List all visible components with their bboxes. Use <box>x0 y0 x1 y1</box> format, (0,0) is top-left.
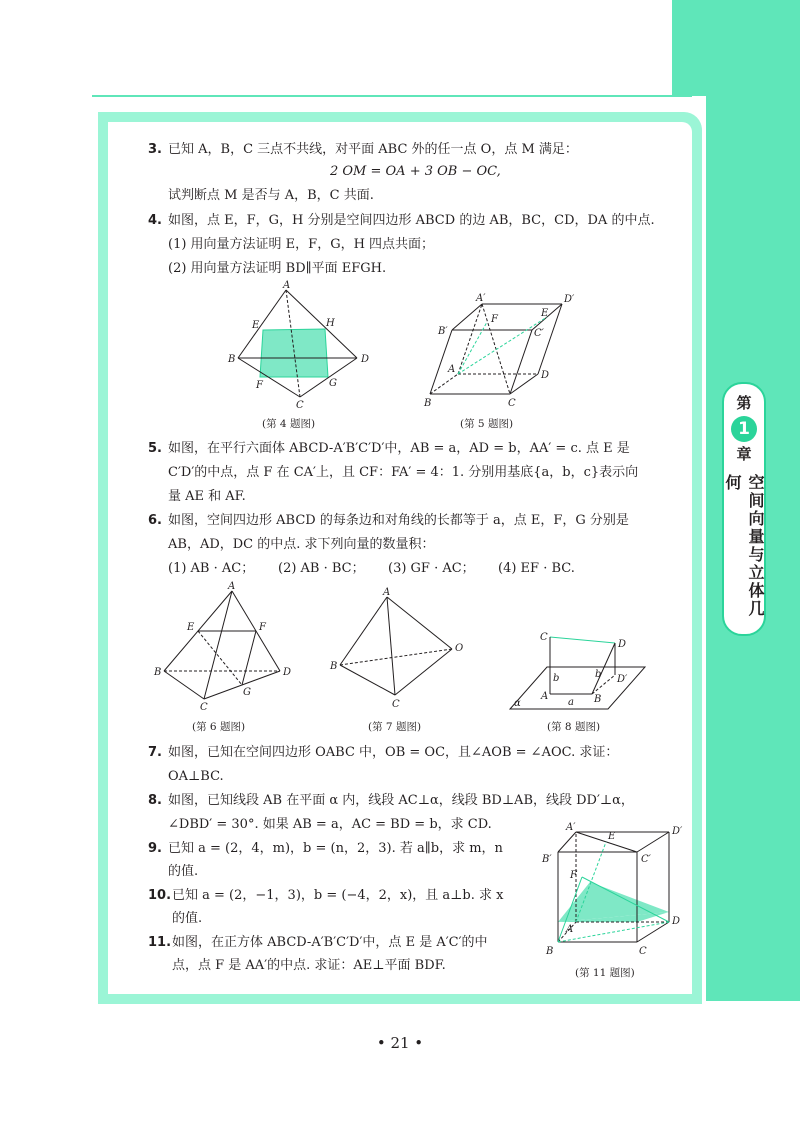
fig11-label-a1: A′ <box>566 822 576 833</box>
fig4-label-h: H <box>326 318 335 329</box>
p7-number: 7. <box>148 745 162 760</box>
caption-fig8: (第 8 题图) <box>547 721 601 733</box>
fig8-label-len-b2: b <box>595 669 602 680</box>
chapter-tab <box>722 382 766 636</box>
fig8-label-alpha: α <box>514 698 521 709</box>
fig7-edge-ao <box>387 597 452 649</box>
p5-line2: C′D′的中点，点 F 在 CA′上，且 CF：FA′ = 4：1. 分别用基底{a，b，c}表示向 <box>168 465 639 480</box>
fig5-edge-b1b <box>430 330 452 394</box>
fig7-label-o: O <box>455 643 464 654</box>
p11-number: 11. <box>148 935 172 950</box>
p6-part3: (3) GF · AC； <box>388 561 475 576</box>
p9-line1: 已知 a = (2，4，m)，b = (n，2，3). 若 a∥b，求 m，n <box>168 841 503 856</box>
chapter-prefix: 第 <box>736 394 752 412</box>
top-color-band <box>672 0 800 96</box>
figure-4 <box>225 280 385 410</box>
p11-line2: 点，点 F 是 AA′的中点. 求证：AE⊥平面 BDF. <box>172 958 446 973</box>
fig11-label-c: C <box>639 946 647 957</box>
fig4-label-d: D <box>361 354 370 365</box>
p8-number: 8. <box>148 793 162 808</box>
fig7-label-b: B <box>330 661 338 672</box>
p5-number: 5. <box>148 441 162 456</box>
fig6-label-a: A <box>228 581 236 592</box>
fig7-label-c: C <box>392 699 400 710</box>
fig7-label-a: A <box>383 587 391 598</box>
p11-line1: 如图，在正方体 ABCD-A′B′C′D′中，点 E 是 A′C′的中 <box>172 935 488 950</box>
caption-fig6: (第 6 题图) <box>192 721 246 733</box>
p3-number: 3. <box>148 142 162 157</box>
p4-line1: 如图，点 E，F，G，H 分别是空间四边形 ABCD 的边 AB，BC，CD，DA 的中点. <box>168 213 655 228</box>
fig8-seg-cd <box>550 637 615 643</box>
caption-fig7: (第 7 题图) <box>368 721 422 733</box>
fig6-seg-fg <box>242 631 256 685</box>
fig5-label-e: E <box>541 308 549 319</box>
fig6-label-g: G <box>243 687 251 698</box>
fig11-label-e: E <box>608 831 616 842</box>
fig6-label-e: E <box>187 622 195 633</box>
p6-line2: AB，AD，DC 的中点. 求下列向量的数量积： <box>168 537 435 552</box>
chapter-title: 空间向量与立体几何 <box>723 473 765 618</box>
p7-line2: OA⊥BC. <box>168 769 224 784</box>
fig4-label-g: G <box>329 378 337 389</box>
p5-line3: 量 AE 和 AF. <box>168 489 246 504</box>
fig5-label-c1: C′ <box>534 328 544 339</box>
fig7-edge-bc <box>340 665 395 695</box>
p9-number: 9. <box>148 841 162 856</box>
p8-line2: ∠DBD′ = 30°. 如果 AB = a，AC = BD = b，求 CD. <box>168 817 492 832</box>
fig11-edge-d1c1 <box>637 832 669 852</box>
fig5-vec-ae <box>458 317 547 374</box>
p3-formula: 2 OM = OA + 3 OB − OC, <box>330 164 501 179</box>
figure-6 <box>152 582 302 712</box>
p6-line1: 如图，空间四边形 ABCD 的每条边和对角线的长都等于 a，点 E，F，G 分别是 <box>168 513 629 528</box>
p10-line1: 已知 a = (2，−1，3)，b = (−4，2，x)，且 a⊥b. 求 x <box>172 888 504 903</box>
fig11-edge-a1b1 <box>558 832 576 852</box>
fig6-label-f: F <box>259 622 266 633</box>
fig6-label-c: C <box>200 702 208 713</box>
fig4-label-e: E <box>252 320 260 331</box>
fig8-label-d: D <box>618 639 627 650</box>
p4-part2: (2) 用向量方法证明 BD∥平面 EFGH. <box>168 261 387 276</box>
p6-part1: (1) AB · AC； <box>168 561 255 576</box>
fig7-edge-ab <box>340 597 387 665</box>
figure-5 <box>420 292 585 412</box>
fig4-label-c: C <box>296 400 304 411</box>
fig11-label-c1: C′ <box>641 854 651 865</box>
fig5-label-b1: B′ <box>438 326 448 337</box>
figure-7 <box>325 585 475 710</box>
fig6-label-b: B <box>154 667 162 678</box>
caption-fig5: (第 5 题图) <box>460 418 514 430</box>
fig8-label-a: A <box>541 691 549 702</box>
p3-line1: 已知 A，B，C 三点不共线，对平面 ABC 外的任一点 O，点 M 满足： <box>168 142 578 157</box>
fig8-label-c: C <box>540 632 548 643</box>
figure-8 <box>500 627 650 712</box>
chapter-suffix: 章 <box>736 444 752 463</box>
fig5-label-d: D <box>541 370 550 381</box>
fig11-label-a: A <box>566 924 574 935</box>
fig7-edge-ac <box>387 597 395 695</box>
p7-line1: 如图，已知在空间四边形 OABC 中，OB = OC，且∠AOB = ∠AOC. 求证： <box>168 745 619 760</box>
p4-part1: (1) 用向量方法证明 E，F，G，H 四点共面； <box>168 237 435 252</box>
fig6-edge-bc <box>164 671 204 699</box>
fig4-label-a: A <box>283 280 291 291</box>
fig5-edge-ba <box>430 374 458 394</box>
fig4-label-f: F <box>256 380 263 391</box>
fig5-edge-c1c <box>510 330 532 394</box>
fig5-label-d1: D′ <box>564 294 575 305</box>
fig5-label-a1: A′ <box>476 293 486 304</box>
fig11-label-f: F <box>570 870 577 881</box>
page-number: • 21 • <box>376 1034 424 1052</box>
fig8-label-len-a: a <box>568 697 574 708</box>
fig11-label-b1: B′ <box>542 854 552 865</box>
fig11-label-b: B <box>546 946 554 957</box>
fig5-label-b: B <box>424 398 432 409</box>
p6-part4: (4) EF · BC. <box>498 561 575 576</box>
p5-line1: 如图，在平行六面体 ABCD-A′B′C′D′中，AB = a，AD = b，AA′ = c. 点 E 是 <box>168 441 630 456</box>
p8-line1: 如图，已知线段 AB 在平面 α 内，线段 AC⊥α，线段 BD⊥AB，线段 DD′⊥α， <box>168 793 634 808</box>
figure-11 <box>540 822 690 962</box>
p6-part2: (2) AB · BC； <box>278 561 365 576</box>
fig5-label-f: F <box>491 314 498 325</box>
p10-line2: 的值. <box>172 911 203 926</box>
fig11-diag-a1c1 <box>576 832 637 852</box>
fig7-edge-co <box>395 649 452 695</box>
fig4-plane-efgh <box>260 329 328 377</box>
fig4-label-b: B <box>228 354 236 365</box>
fig8-label-b: B <box>594 694 602 705</box>
header-rule <box>92 95 692 97</box>
chapter-number: 1 <box>731 416 757 442</box>
caption-fig4: (第 4 题图) <box>262 418 316 430</box>
fig5-edge-cd <box>510 374 538 394</box>
fig5-label-c: C <box>508 398 516 409</box>
fig8-label-d1: D′ <box>617 674 628 685</box>
fig11-label-d1: D′ <box>672 826 683 837</box>
fig6-label-d: D <box>283 667 292 678</box>
p4-number: 4. <box>148 213 162 228</box>
p9-line2: 的值. <box>168 864 199 879</box>
p10-number: 10. <box>148 888 172 903</box>
p3-line2: 试判断点 M 是否与 A，B，C 共面. <box>168 188 374 203</box>
caption-fig11: (第 11 题图) <box>575 967 635 979</box>
fig8-label-len-b1: b <box>553 673 560 684</box>
p6-number: 6. <box>148 513 162 528</box>
fig11-label-d: D <box>672 916 681 927</box>
fig5-label-a: A <box>448 364 456 375</box>
